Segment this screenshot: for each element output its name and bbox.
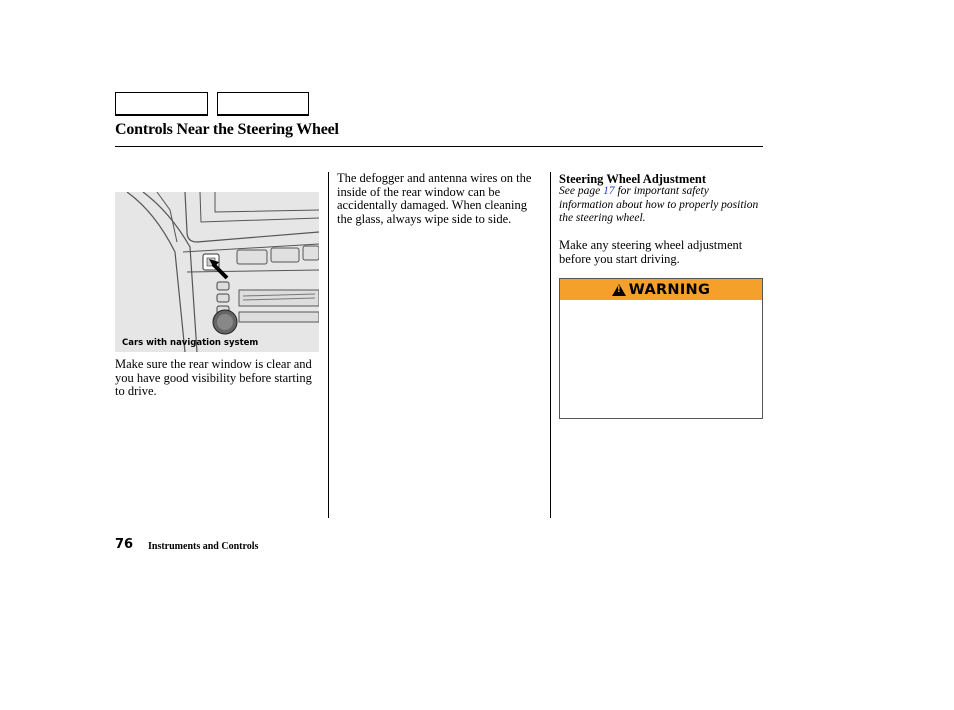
section-name: Instruments and Controls <box>148 541 259 552</box>
page-title: Controls Near the Steering Wheel <box>115 121 339 138</box>
column-divider-1 <box>328 172 329 518</box>
warning-box <box>559 278 763 419</box>
safety-note <box>559 185 759 226</box>
safety-note-suffix: for important safety information about how to properly position the steering wheel. <box>559 185 759 225</box>
column1-text: Make sure the rear window is clear and you have good visibility before starting to drive. <box>115 357 312 399</box>
title-rule <box>115 146 763 147</box>
column2-text: The defogger and antenna wires on the inside of the rear window can be accidentally damaged. When cleaning the glass, always wipe side to side. <box>337 171 532 226</box>
warning-triangle-icon <box>612 284 626 296</box>
warning-label: WARNING <box>628 281 711 298</box>
page-number: 76 <box>115 537 134 552</box>
steering-wheel-body: Make any steering wheel adjustment before you start driving. <box>559 238 743 266</box>
page-17-link[interactable]: 17 <box>603 185 615 197</box>
nav-tab-2[interactable] <box>217 92 309 116</box>
safety-note-prefix: See page <box>559 185 604 197</box>
illustration-caption: Cars with navigation system <box>122 338 259 348</box>
warning-banner <box>560 279 762 300</box>
rear-defogger-button-illustration-icon <box>115 192 319 352</box>
defogger-illustration <box>115 192 319 352</box>
nav-tab-1[interactable] <box>115 92 208 116</box>
steering-wheel-heading: Steering Wheel Adjustment <box>559 172 706 186</box>
column-divider-2 <box>550 172 551 518</box>
